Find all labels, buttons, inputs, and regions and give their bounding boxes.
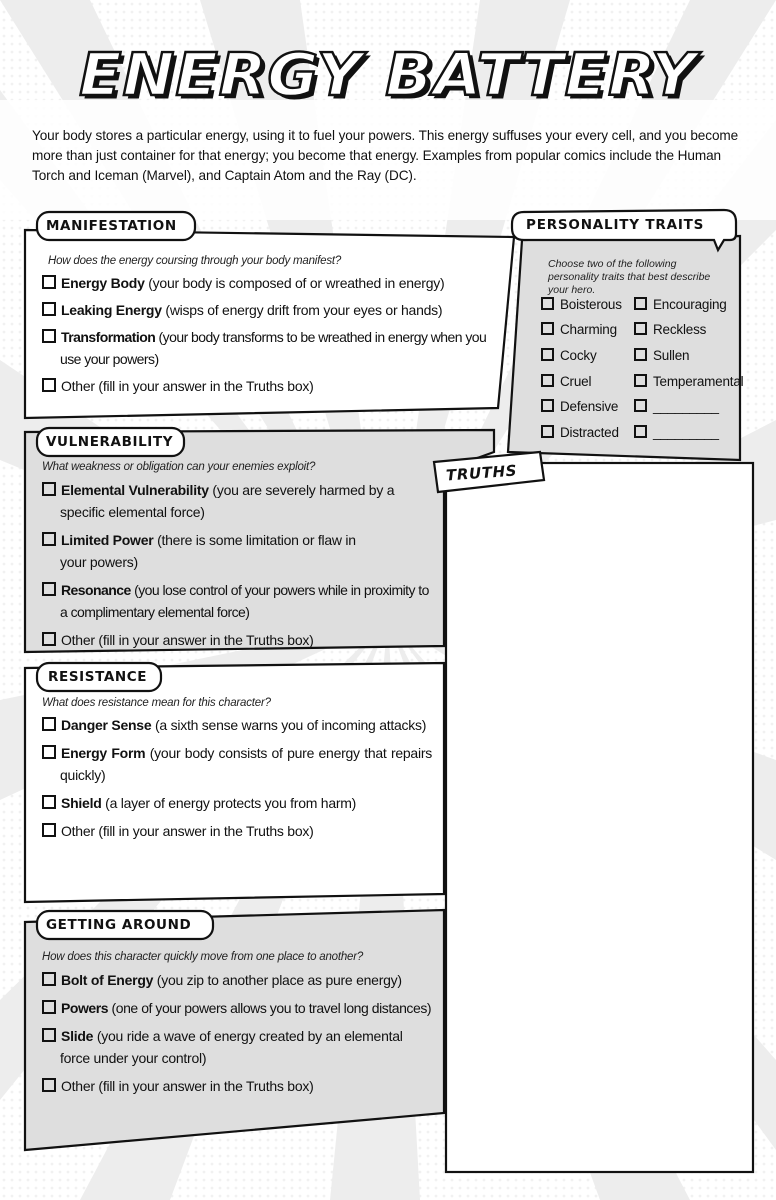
trait-option[interactable]: Reckless xyxy=(634,322,706,337)
manifestation-label: MANIFESTATION xyxy=(46,218,177,234)
trait-option[interactable]: Sullen xyxy=(634,348,689,363)
checkbox[interactable] xyxy=(634,322,647,335)
checkbox[interactable] xyxy=(541,322,554,335)
checkbox[interactable] xyxy=(42,1078,56,1092)
checkbox[interactable] xyxy=(42,632,56,646)
vulnerability-option[interactable]: Other (fill in your answer in the Truths box) xyxy=(42,629,437,651)
trait-option[interactable]: Distracted xyxy=(541,425,619,440)
checkbox[interactable] xyxy=(42,532,56,546)
checkbox[interactable] xyxy=(42,582,56,596)
personality-label: PERSONALITY TRAITS xyxy=(526,217,705,233)
page-title: ENERGY BATTERY xyxy=(79,39,697,110)
vulnerability-question: What weakness or obligation can your enemies exploit? xyxy=(42,461,316,473)
checkbox[interactable] xyxy=(541,399,554,412)
trait-option[interactable]: Defensive xyxy=(541,399,618,414)
getting-around-question: How does this character quickly move from one place to another? xyxy=(42,951,364,963)
trait-option[interactable]: Boisterous xyxy=(541,297,622,312)
vulnerability-option[interactable]: Elemental Vulnerability (you are severely harmed by a specific elemental force) xyxy=(42,479,437,523)
resistance-option[interactable]: Other (fill in your answer in the Truths box) xyxy=(42,820,432,842)
trait-option[interactable]: Cruel xyxy=(541,374,591,389)
checkbox[interactable] xyxy=(42,823,56,837)
resistance-option[interactable]: Shield (a layer of energy protects you from harm) xyxy=(42,792,432,814)
checkbox[interactable] xyxy=(42,795,56,809)
truths-writing-area[interactable] xyxy=(450,496,750,1168)
trait-option[interactable]: Cocky xyxy=(541,348,597,363)
checkbox[interactable] xyxy=(634,297,647,310)
personality-question: Choose two of the following personality traits that best describe your hero. xyxy=(548,258,711,296)
checkbox[interactable] xyxy=(42,302,56,316)
checkbox[interactable] xyxy=(42,275,56,289)
truths-label: TRUTHS xyxy=(445,461,518,485)
checkbox[interactable] xyxy=(634,374,647,387)
trait-option[interactable]: Encouraging xyxy=(634,297,727,312)
checkbox[interactable] xyxy=(42,972,56,986)
manifestation-option[interactable]: Other (fill in your answer in the Truths box) xyxy=(42,375,497,397)
checkbox[interactable] xyxy=(42,329,56,343)
checkbox[interactable] xyxy=(634,399,647,412)
trait-option[interactable]: Charming xyxy=(541,322,617,337)
getting-around-options xyxy=(42,969,437,1097)
checkbox[interactable] xyxy=(42,745,56,759)
checkbox[interactable] xyxy=(541,425,554,438)
checkbox[interactable] xyxy=(541,374,554,387)
vulnerability-option[interactable]: Limited Power (there is some limitation or flaw in your powers) xyxy=(42,529,437,573)
vulnerability-option[interactable]: Resonance (you lose control of your powers while in proximity to a complimentary elemental force) xyxy=(42,579,437,623)
vulnerability-label: VULNERABILITY xyxy=(46,434,174,450)
getting-around-label: GETTING AROUND xyxy=(46,917,192,933)
resistance-option[interactable]: Energy Form (your body consists of pure energy that repairs quickly) xyxy=(42,742,432,786)
trait-option[interactable]: Temperamental xyxy=(634,374,743,389)
getting-around-option[interactable]: Slide (you ride a wave of energy created by an elemental force under your control) xyxy=(42,1025,437,1069)
vulnerability-options xyxy=(42,479,437,651)
getting-around-option[interactable]: Other (fill in your answer in the Truths box) xyxy=(42,1075,437,1097)
trait-option[interactable]: _________ xyxy=(634,399,719,414)
getting-around-option[interactable]: Powers (one of your powers allows you to travel long distances) xyxy=(42,997,437,1019)
getting-around-option[interactable]: Bolt of Energy (you zip to another place as pure energy) xyxy=(42,969,437,991)
manifestation-option[interactable]: Energy Body (your body is composed of or wreathed in energy) xyxy=(42,272,497,294)
checkbox[interactable] xyxy=(634,425,647,438)
checkbox[interactable] xyxy=(42,1000,56,1014)
checkbox[interactable] xyxy=(42,378,56,392)
resistance-label: RESISTANCE xyxy=(48,669,148,685)
manifestation-options xyxy=(42,272,497,397)
resistance-option[interactable]: Danger Sense (a sixth sense warns you of incoming attacks) xyxy=(42,714,432,736)
checkbox[interactable] xyxy=(42,482,56,496)
manifestation-question: How does the energy coursing through your body manifest? xyxy=(48,255,342,267)
resistance-options xyxy=(42,714,432,842)
checkbox[interactable] xyxy=(541,348,554,361)
checkbox[interactable] xyxy=(634,348,647,361)
intro-text: Your body stores a particular energy, using it to fuel your powers. This energy suffuses your every cell, and you become more than just container for that energy; you become that energy. Examples from popular comics include the Human Torch and Iceman (Marvel), and Captain Atom and the Ray (DC). xyxy=(32,128,739,183)
trait-option[interactable]: _________ xyxy=(634,425,719,440)
manifestation-option[interactable]: Transformation (your body transforms to be wreathed in energy when you use your powers) xyxy=(42,326,497,370)
resistance-question: What does resistance mean for this character? xyxy=(42,697,271,709)
manifestation-option[interactable]: Leaking Energy (wisps of energy drift from your eyes or hands) xyxy=(42,299,497,321)
checkbox[interactable] xyxy=(42,717,56,731)
checkbox[interactable] xyxy=(541,297,554,310)
checkbox[interactable] xyxy=(42,1028,56,1042)
